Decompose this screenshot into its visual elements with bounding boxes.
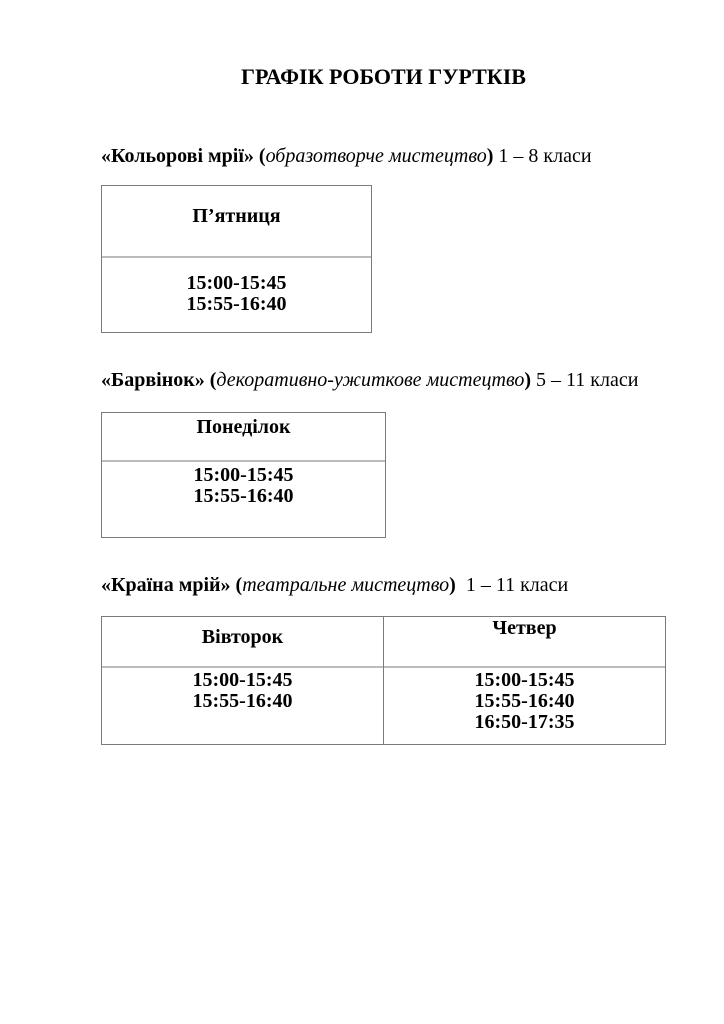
club-name: «Кольорові мрії»	[101, 145, 259, 167]
open-paren: (	[209, 369, 217, 391]
times-cell	[102, 668, 383, 744]
open-paren: (	[235, 574, 243, 596]
day-header-cell: Вівторок	[102, 617, 383, 668]
time-slot: 15:00-15:45	[186, 272, 287, 294]
section-heading-kolorovi-mriyi	[101, 143, 701, 169]
club-grades: 1 – 11 класи	[455, 574, 569, 596]
close-paren: )	[524, 369, 532, 391]
close-paren: )	[449, 574, 456, 596]
club-type: декоративно-ужиткове мистецтво	[216, 369, 525, 391]
schedule-table-kolorovi-mriyi	[101, 185, 372, 333]
times-cell	[102, 258, 371, 332]
time-slot: 15:55-16:40	[474, 690, 575, 712]
time-slot: 15:55-16:40	[193, 485, 294, 507]
club-grades: 1 – 8 класи	[493, 145, 592, 167]
time-slot: 15:00-15:45	[474, 669, 575, 691]
club-type: театральне мистецтво	[242, 574, 450, 596]
club-type: образотворче мистецтво	[265, 145, 487, 167]
section-heading-kraina-mriy	[101, 572, 701, 598]
day-header-cell: Понеділок	[102, 413, 385, 462]
table-column-thursday	[384, 617, 665, 744]
time-slot: 16:50-17:35	[474, 711, 575, 733]
schedule-table-barvinok	[101, 412, 386, 538]
times-cell	[384, 668, 665, 744]
day-header-cell: Четвер	[384, 617, 665, 668]
time-slot: 15:00-15:45	[193, 464, 294, 486]
time-slot: 15:55-16:40	[186, 293, 287, 315]
table-column-monday	[102, 413, 385, 537]
club-grades: 5 – 11 класи	[531, 369, 639, 391]
day-header-cell: П’ятниця	[102, 186, 371, 258]
section-heading-barvinok	[101, 367, 701, 393]
table-column-friday	[102, 186, 371, 332]
time-slot: 15:55-16:40	[192, 690, 293, 712]
table-column-tuesday	[102, 617, 384, 744]
time-slot: 15:00-15:45	[192, 669, 293, 691]
document-title: ГРАФІК РОБОТИ ГУРТКІВ	[241, 64, 526, 89]
open-paren: (	[258, 145, 266, 167]
club-name: «Барвінок»	[101, 369, 210, 391]
club-name: «Країна мрій»	[101, 574, 236, 596]
close-paren: )	[486, 145, 494, 167]
times-cell	[102, 462, 385, 537]
schedule-table-kraina-mriy	[101, 616, 666, 745]
